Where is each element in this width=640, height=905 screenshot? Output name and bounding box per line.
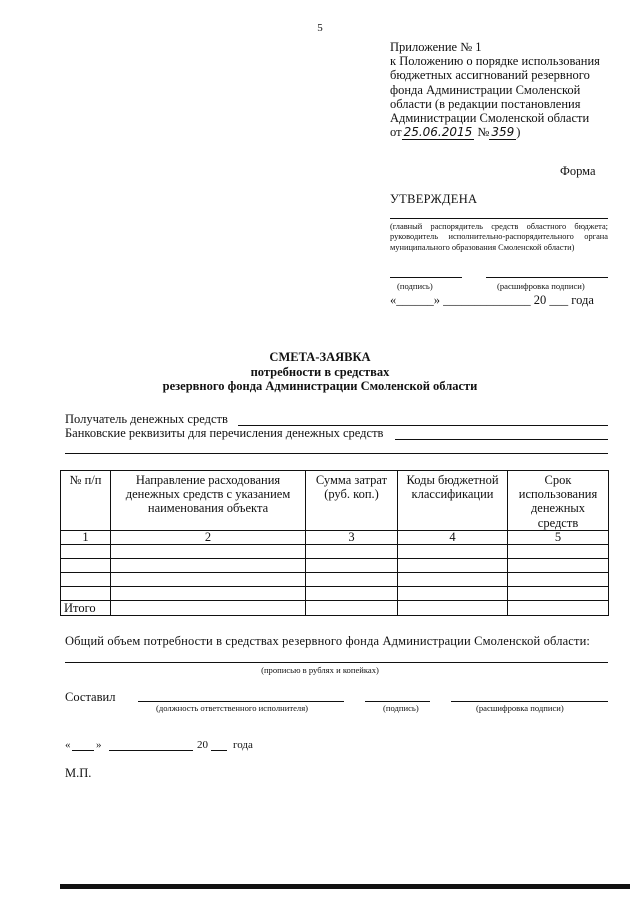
table-row bbox=[61, 572, 609, 586]
compiled-year-suffix: года bbox=[233, 739, 253, 751]
header-number: № п/п bbox=[61, 471, 111, 531]
compiled-day-line bbox=[72, 750, 94, 751]
col-number-1: 1 bbox=[61, 530, 111, 544]
number-prefix: № bbox=[477, 125, 490, 140]
compiled-month-line bbox=[109, 750, 193, 751]
handwritten-number: 359 bbox=[491, 125, 515, 140]
table-number-row bbox=[61, 530, 609, 544]
approved-signature-line bbox=[390, 218, 608, 219]
compiled-year-prefix: 20 bbox=[197, 739, 208, 751]
table-row bbox=[61, 586, 609, 600]
appendix-line-5: Администрации Смоленской области bbox=[390, 111, 590, 126]
compiled-position-label: (должность ответственного исполнителя) bbox=[156, 703, 309, 713]
table-row bbox=[61, 544, 609, 558]
appendix-date-line bbox=[390, 125, 608, 139]
total-label: Итого bbox=[61, 600, 111, 615]
appendix-block bbox=[390, 40, 608, 139]
col-number-5: 5 bbox=[508, 530, 609, 544]
approver-signature-line bbox=[390, 277, 462, 278]
bank-details-label: Банковские реквизиты для перечисления денежных средств bbox=[65, 426, 384, 440]
table-total-row bbox=[61, 600, 609, 615]
compiled-position-line bbox=[138, 701, 344, 702]
col-number-3: 3 bbox=[306, 530, 398, 544]
header-codes: Коды бюджетной классификации bbox=[398, 471, 508, 531]
total-volume-text: Общий объем потребности в средствах резервного фонда Администрации Смоленской области: bbox=[65, 634, 591, 648]
header-term: Срок использования денежных средств bbox=[508, 471, 609, 531]
compiled-signature-label: (подпись) bbox=[383, 703, 419, 713]
title-line-1: СМЕТА-ЗАЯВКА bbox=[269, 350, 371, 364]
bank-details-fill-line bbox=[395, 439, 608, 440]
compiled-signature-line bbox=[365, 701, 430, 702]
compiled-decoding-line bbox=[451, 701, 608, 702]
appendix-title: Приложение № 1 bbox=[390, 40, 482, 54]
appendix-line-4: области (в редакции постановления bbox=[390, 96, 581, 111]
approval-date-line: «______» ______________ 20 ___ года bbox=[390, 293, 594, 307]
col-number-4: 4 bbox=[398, 530, 508, 544]
form-label: Форма bbox=[560, 164, 596, 178]
from-prefix: от bbox=[390, 125, 402, 140]
table-row bbox=[61, 558, 609, 572]
closing-paren: ) bbox=[516, 125, 521, 140]
header-amount: Сумма затрат (руб. коп.) bbox=[306, 471, 398, 531]
page-number: 5 bbox=[317, 22, 323, 34]
compiled-date-day-close: » bbox=[96, 739, 102, 751]
appendix-line-2: бюджетных ассигнований резервного bbox=[390, 68, 590, 83]
approver-decoding-line bbox=[486, 277, 608, 278]
compiled-label: Составил bbox=[65, 690, 116, 704]
approved-description: (главный распорядитель средств областного бюджета; руководитель исполнительно-распорядительного органа муниципального образования Смоленской области) bbox=[390, 222, 608, 252]
approver-signature-label: (подпись) bbox=[397, 281, 433, 291]
compiled-year-line bbox=[211, 750, 227, 751]
col-number-2: 2 bbox=[111, 530, 306, 544]
appendix-line-1: к Положению о порядке использования bbox=[390, 54, 600, 69]
header-direction: Направление расходования денежных средств с указанием наименования объекта bbox=[111, 471, 306, 531]
appendix-line-3: фонда Администрации Смоленской bbox=[390, 82, 581, 97]
approver-decoding-label: (расшифровка подписи) bbox=[497, 281, 585, 291]
scan-bottom-border bbox=[60, 884, 630, 889]
bank-details-fill-line-2 bbox=[65, 453, 608, 454]
compiled-date-day-open: « bbox=[65, 739, 71, 751]
total-volume-fill-line bbox=[65, 662, 608, 663]
document-title bbox=[0, 350, 640, 394]
total-volume-hint: (прописью в рублях и копейках) bbox=[261, 665, 379, 675]
estimate-table bbox=[60, 470, 609, 616]
title-line-2: потребности в средствах bbox=[250, 364, 390, 379]
approved-title: УТВЕРЖДЕНА bbox=[390, 192, 478, 206]
handwritten-date: 25.06.2015 bbox=[403, 125, 473, 140]
table-header-row bbox=[61, 471, 609, 531]
recipient-label: Получатель денежных средств bbox=[65, 412, 228, 426]
stamp-label: М.П. bbox=[65, 766, 92, 780]
title-line-3: резервного фонда Администрации Смоленской области bbox=[162, 379, 478, 393]
compiled-decoding-label: (расшифровка подписи) bbox=[476, 703, 564, 713]
